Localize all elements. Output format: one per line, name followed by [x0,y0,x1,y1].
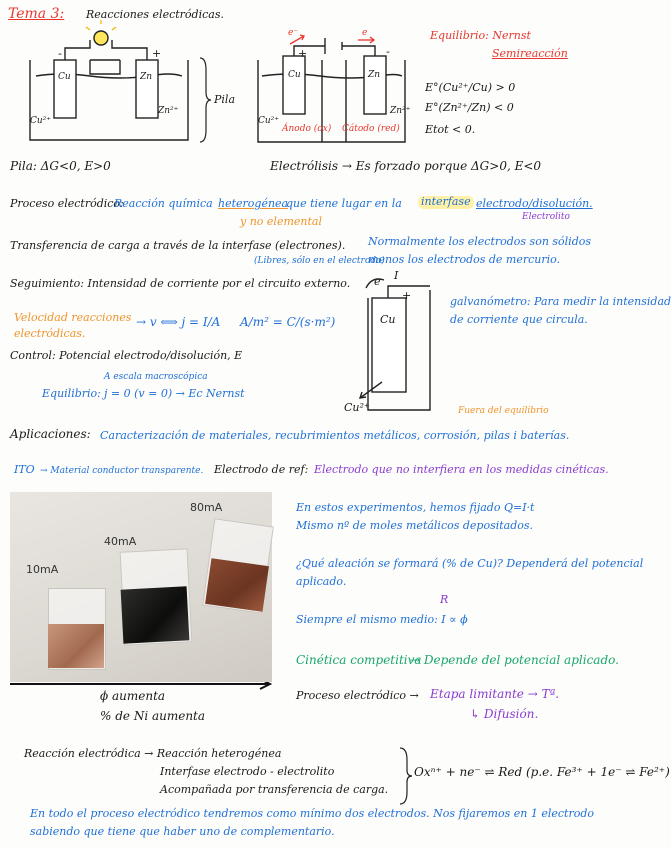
reaccion-3: Acompañada por transferencia de carga. [160,783,389,796]
seguimiento-line: Seguimiento: Intensidad de corriente por el circuito externo. [10,277,351,290]
proceso-heterogenea: heterogénea [218,197,289,210]
tema-subtitle: Reacciones electródicas. [86,8,224,21]
mid-e2: e [362,28,368,38]
etapa-limitante: Etapa limitante → Tª. [430,687,560,701]
control-line: Control: Potencial electrodo/disolución, E [10,349,243,362]
left-cu-label: Cu [58,72,71,82]
normalmente-2: menos los electrodos de mercurio. [368,253,561,266]
proceso-text2: que tiene lugar en la [286,197,402,210]
galv-cu-label: Cu [380,313,396,326]
label-10mA: 10mA [26,563,59,576]
mid-cu-label: Cu [288,70,301,80]
reaccion-2: Interfase electrodo - electrolito [160,765,335,778]
difusion: ↳ Difusión. [470,707,539,721]
left-cell-diagram [30,31,188,140]
e-zn: E°(Zn²⁺/Zn) < 0 [425,101,514,114]
tema-title: Tema 3: [8,6,65,22]
mid-minus: - [386,45,390,58]
phi-aumenta: ϕ aumenta [100,689,166,703]
electrolisis-line: Electrólisis → Es forzado porque ΔG>0, E<0 [270,159,542,173]
left-plus: + [152,47,162,60]
redox-equation: Oxⁿ⁺ + ne⁻ ⇌ Red (p.e. Fe³⁺ + 1e⁻ ⇌ Fe²⁺) [414,765,670,779]
pila-label: Pila [214,93,235,106]
semireaccion-label: Semireacción [492,47,568,60]
aleacion-1: ¿Qué aleación se formará (% de Cu)? Dependerá del potencial [296,557,644,570]
equilibrio-formula: j = 0 (v = 0) → Ec Nernst [104,387,245,400]
cathode-label: Cátodo (red) [342,124,400,134]
velocidad-formula: → v ⟺ j = I/A [136,315,221,329]
cinetica-label: Cinética competitiva [296,653,422,667]
siempre-line: Siempre el mismo medio: I ∝ ϕ [296,613,468,626]
r-label: R [440,593,449,606]
left-cu-ion: Cu²⁺ [30,116,52,126]
equilibrio-note: A escala macroscópica [104,372,208,382]
proceso2-label: Proceso electródico → [296,689,419,702]
ref-text: Electrodo que no interfiera en los medidas cinéticas. [314,463,609,476]
fuera-equilibrio: Fuera del equilibrio [458,406,549,416]
mid-plus: + [298,47,308,60]
ref-label: Electrodo de ref: [214,463,309,476]
left-minus: - [58,47,62,60]
pila-brace [200,58,211,142]
experimentos-2: Mismo nº de moles metálicos depositados. [296,519,534,532]
mid-zn-label: Zn [368,70,381,80]
reaction-brace [400,748,412,804]
no-elemental: y no elemental [240,215,322,228]
electrolito-label: Electrolito [522,212,570,222]
proceso-interfase: interfase [418,196,474,209]
nernst-label: Equilibrio: Nernst [430,29,531,42]
velocidad-units: A/m² = C/(s·m²) [240,315,336,329]
mid-zn-ion: Zn²⁺ [390,106,411,116]
aplicaciones-text: Caracterización de materiales, recubrimientos metálicos, corrosión, pilas i baterías. [100,429,570,442]
proceso-label: Proceso electródico: [10,197,124,210]
anode-label: Ánodo (ox) [282,124,332,134]
mid-e1: e⁻ [288,28,299,38]
footer-1: En todo el proceso electródico tendremos como mínimo dos electrodos. Nos fijaremos en 1 electrodo [30,807,595,820]
galv-cu-ion: Cu²⁺ [344,401,370,414]
velocidad-text-1: Velocidad reacciones [14,311,132,324]
left-zn-label: Zn [140,72,153,82]
ni-aumenta: % de Ni aumenta [100,709,206,723]
aplicaciones-label: Aplicaciones: [10,427,91,441]
ito-desc: → Material conductor transparente. [40,466,204,476]
libres-note: (Libres, sólo en el electrodo). [254,256,388,266]
electrode-photo [10,492,272,682]
experimentos-1: En estos experimentos, hemos fijado Q=I·t [296,501,535,514]
reaccion-1: Reacción electródica → Reacción heterogénea [24,747,282,760]
galv-i-label: I [394,269,399,282]
galvanometro-2: de corriente que circula. [450,313,588,326]
galv-plus: + [402,289,412,302]
transferencia-line: Transferencia de carga a través de la interfase (electrones). [10,239,346,252]
aleacion-2: aplicado. [296,575,347,588]
proceso-text3: electrodo/disolución. [476,197,593,210]
galvanometro-1: galvanómetro: Para medir la intensidad [450,295,671,308]
ito-label: ITO [14,463,35,476]
bulb-rays [86,20,116,30]
label-80mA: 80mA [190,501,223,514]
galv-e-label: e [374,275,381,288]
sample-40mA-deposit [121,586,190,643]
cinetica-text: → Depende del potencial aplicado. [410,653,619,667]
galvanometer-cell-diagram [360,279,430,410]
e-tot: Etot < 0. [425,123,476,136]
left-zn-ion: Zn²⁺ [158,106,179,116]
equilibrio-label: Equilibrio: [42,387,101,400]
footer-2: sabiendo que tiene que haber uno de complementario. [30,825,335,838]
normalmente-1: Normalmente los electrodos son sólidos [368,235,592,248]
sample-80mA-deposit [205,558,269,612]
proceso-text1: Reacción química [114,197,213,210]
mid-cu-ion: Cu²⁺ [258,116,280,126]
pila-line: Pila: ΔG<0, E>0 [10,159,111,173]
velocidad-text-2: electródicas. [14,327,86,340]
label-40mA: 40mA [104,535,137,548]
e-cu: E°(Cu²⁺/Cu) > 0 [425,81,516,94]
sample-10mA-deposit [48,624,104,668]
